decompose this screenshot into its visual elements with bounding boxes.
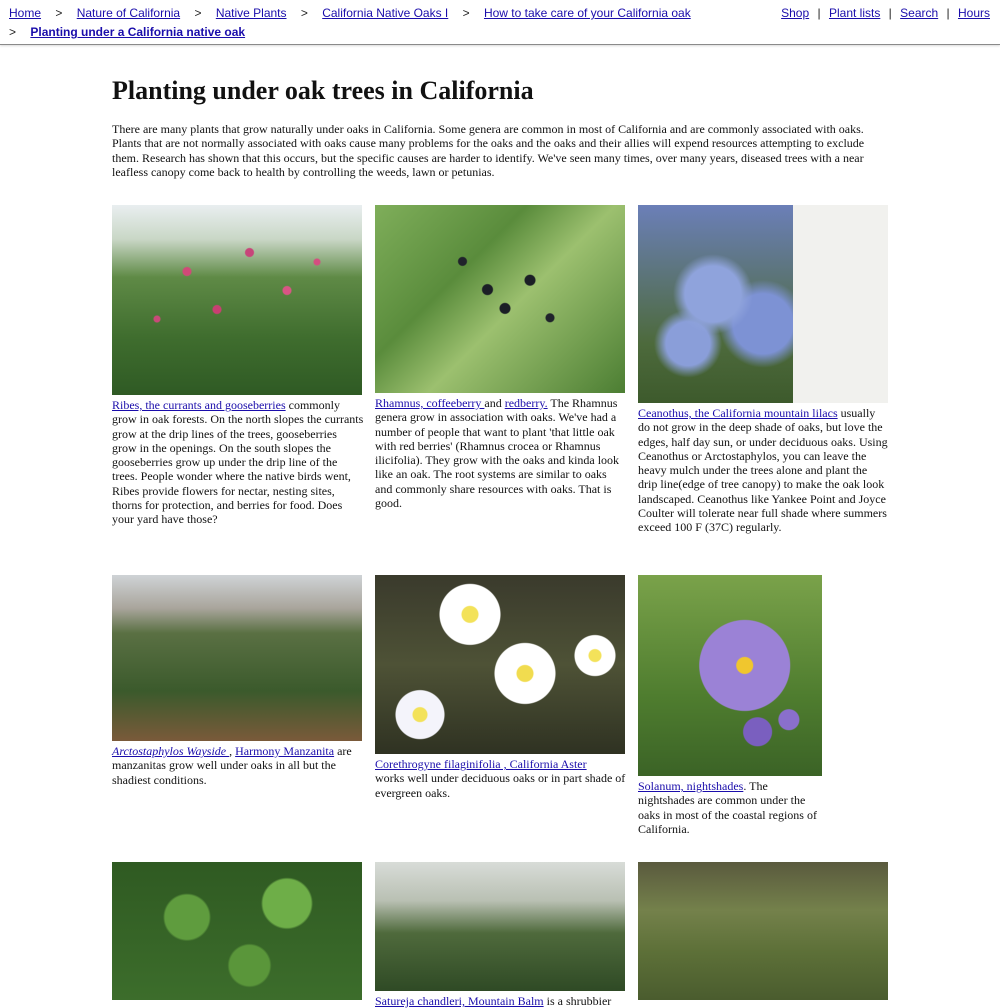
breadcrumb-nature-of-california[interactable]: Nature of California (76, 6, 181, 20)
breadcrumb-current-page[interactable]: Planting under a California native oak (30, 25, 246, 39)
plant-card-arctostaphylos (112, 575, 364, 787)
breadcrumb (9, 5, 691, 21)
caption-text: are manzanitas grow well under oaks in all but the shadiest conditions. (112, 744, 352, 787)
caption-text: commonly grow in oak forests. On the north slopes the currants grow at the drip lines of the trees, gooseberries grow in the openings. On the south slopes the gooseberries grow up under the drip line of the trees. People wonder where the native birds went, Ribes provide flowers for nectar, nesting sites, thorns for protection, and berries for food. Does your yard have those? (112, 398, 364, 527)
caption-text: works well under deciduous oaks or in part shade of evergreen oaks. (375, 771, 626, 800)
caption-text: and (484, 396, 505, 410)
shop-link[interactable]: Shop (781, 6, 810, 20)
main-content (112, 74, 888, 179)
breadcrumb-separator: > (55, 6, 63, 20)
ceanothus-photo[interactable] (638, 205, 888, 403)
breadcrumb-oak-care[interactable]: How to take care of your California oak (483, 6, 691, 20)
plant-caption (638, 779, 820, 836)
search-link[interactable]: Search (900, 6, 939, 20)
breadcrumb-separator: > (300, 6, 308, 20)
solanum-link[interactable]: Solanum, nightshades (638, 779, 744, 793)
ceanothus-link[interactable]: Ceanothus, the California mountain lilacs (638, 406, 838, 420)
breadcrumb-home[interactable]: Home (9, 6, 42, 20)
satureja-photo[interactable] (375, 862, 625, 991)
redberry-link[interactable]: redberry. (504, 396, 548, 410)
plant-caption (112, 744, 364, 787)
plant-card-ceanothus (638, 205, 888, 535)
caption-text: . The nightshades are common under the oaks in most of the coastal regions of California. (638, 779, 817, 836)
rhamnus-coffeeberry-link[interactable]: Rhamnus, coffeeberry (375, 396, 485, 410)
page-title: Planting under oak trees in California (112, 76, 534, 105)
breadcrumb-separator: > (194, 6, 202, 20)
utility-links (781, 5, 990, 21)
intro-paragraph: There are many plants that grow naturally under oaks in California. Some genera are common in most of California and are commonly associated with oaks. Plants that are not normally associated with oaks cause many problems for the oaks and the oaks and their allies will expend resources attempting to exclude them. Research has shown that this occurs, but the specific causes are harder to identify. We've seen many times, over many years, diseased trees with a near leafless canopy come back to health by controlling the weeds, lawn or petunias. (112, 122, 865, 179)
california-aster-link[interactable]: Corethrogyne filaginifolia , California Aster (375, 757, 587, 771)
plant-card-corethrogyne (375, 575, 627, 800)
link-divider: | (888, 6, 892, 20)
plant-caption (375, 396, 623, 510)
plant-card-rhamnus (375, 205, 625, 510)
breadcrumb-california-native-oaks[interactable]: California Native Oaks I (322, 6, 449, 20)
plant-card-satureja (375, 862, 627, 1008)
plant-caption (375, 757, 627, 800)
plant-caption (112, 398, 364, 527)
top-navigation-bar (0, 0, 1000, 45)
satureja-link[interactable]: Satureja chandleri, Mountain Balm (375, 994, 544, 1008)
ribes-link[interactable]: Ribes, the currants and gooseberries (112, 398, 286, 412)
rhamnus-photo[interactable] (375, 205, 625, 393)
plant-card-ribes (112, 205, 364, 527)
caption-text: , (229, 744, 236, 758)
california-aster-photo[interactable] (375, 575, 625, 754)
caption-text: usually do not grow in the deep shade of oaks, but love the edges, half day sun, or under deciduous oaks. Using Ceanothus or Arctostaphylos, you can leave the heavy mulch under the trees alone and plant the drip line(edge of tree canopy) to make the oak look landscaped. Ceanothus like Yankee Point and Joyce Coulter will tolerate near full shade where summers exceed 100 F (37C) regularly. (638, 406, 888, 535)
breadcrumb-separator: > (9, 25, 17, 39)
grasses-photo[interactable] (638, 862, 888, 1000)
plant-lists-link[interactable]: Plant lists (828, 6, 881, 20)
link-divider: | (817, 6, 821, 20)
arctostaphylos-wayside-link[interactable]: Arctostaphylos Wayside (112, 744, 230, 758)
harmony-manzanita-link[interactable]: Harmony Manzanita (235, 744, 335, 758)
hours-link[interactable]: Hours (957, 6, 990, 20)
plant-card-row3-3 (638, 862, 888, 1000)
plant-caption (638, 406, 888, 535)
link-divider: | (946, 6, 950, 20)
caption-text: The Rhamnus genera grow in association with oaks. We've had a number of people that want to plant 'that little oak with red berries' (Rhamnus crocea or Rhamnus ilicifolia). They grow with the oaks and kinda look like an oak. The root systems are similar to oaks and commonly share resources with oaks. That is good. (375, 396, 620, 511)
solanum-photo[interactable] (638, 575, 822, 776)
plant-caption (375, 994, 627, 1008)
plant-card-row3-1 (112, 862, 362, 1000)
ground-cover-photo[interactable] (112, 862, 362, 1000)
breadcrumb-native-plants[interactable]: Native Plants (215, 6, 287, 20)
ribes-photo[interactable] (112, 205, 362, 395)
arctostaphylos-photo[interactable] (112, 575, 362, 741)
caption-text: is a shrubbier (543, 994, 612, 1008)
breadcrumb-separator: > (462, 6, 470, 20)
breadcrumb-current-row (9, 24, 245, 40)
plant-card-solanum (638, 575, 822, 836)
